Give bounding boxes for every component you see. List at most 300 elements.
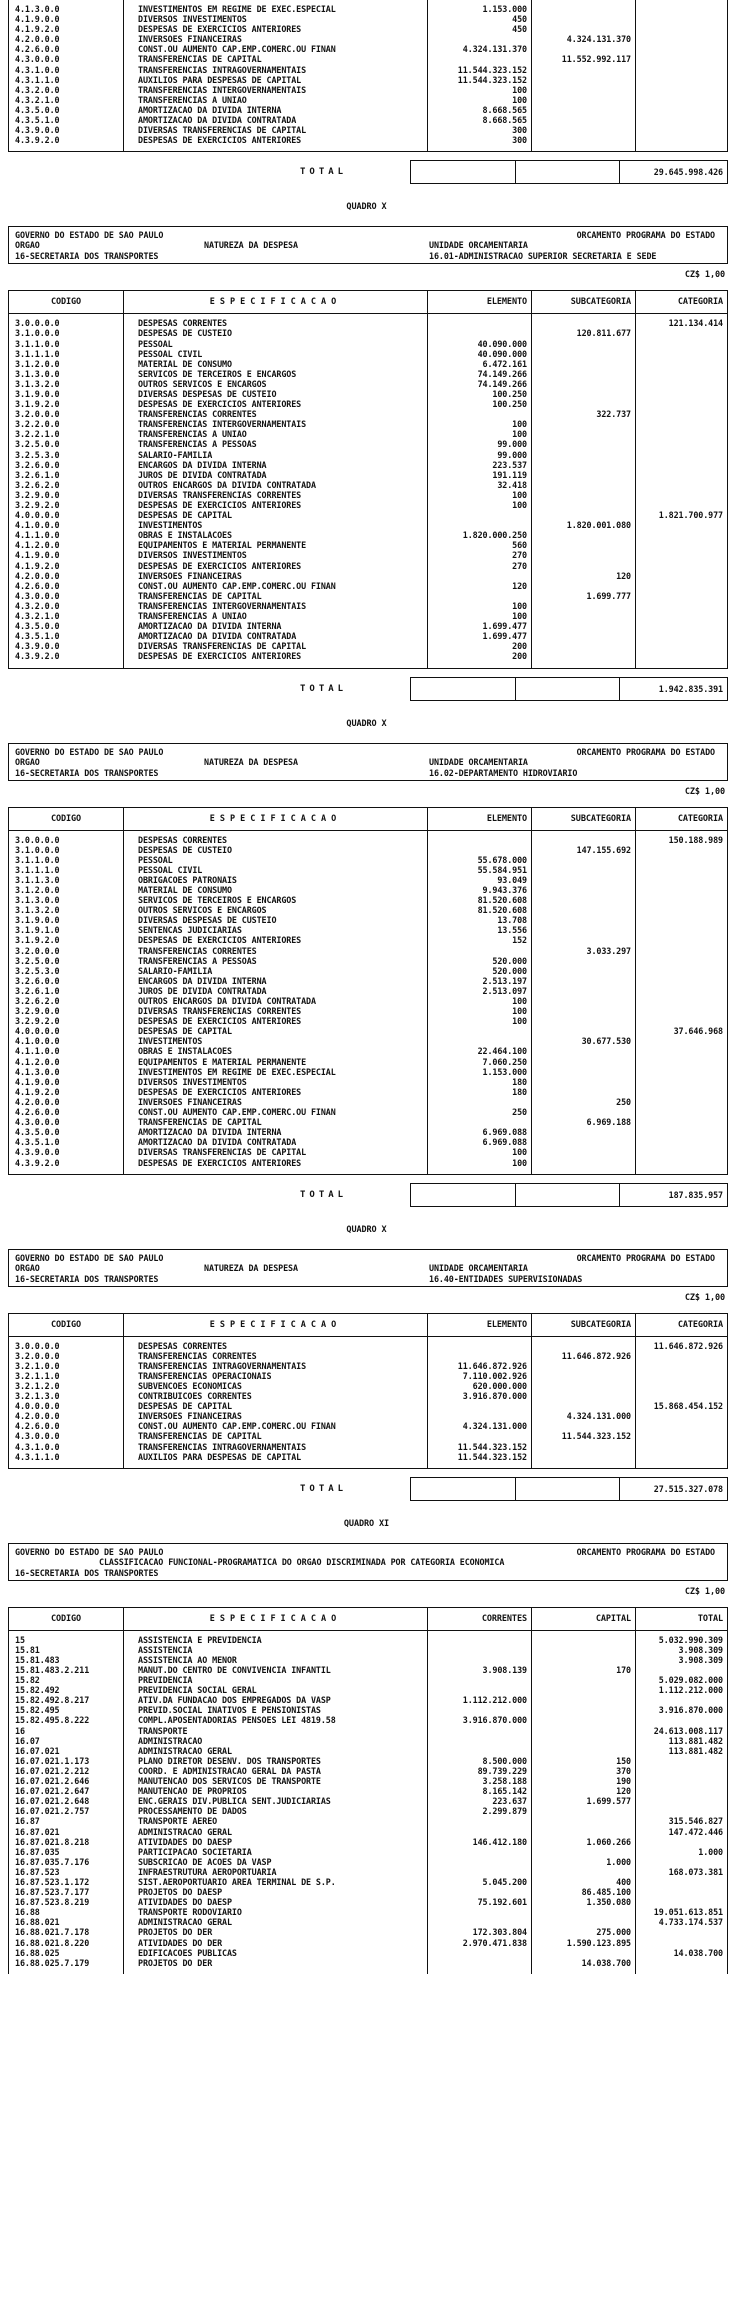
table-cell-sub	[536, 996, 631, 1006]
table-cell-elemento: 1.699.477	[482, 631, 527, 642]
table-cell-elemento: 75.192.601	[477, 1897, 527, 1908]
value-column-2	[531, 0, 635, 151]
codigo-column	[9, 1631, 123, 1974]
table-cell-sub: 190	[616, 1776, 631, 1787]
table-cell-elemento	[432, 1857, 527, 1867]
total-box	[410, 160, 728, 184]
table-cell-spec: DESPESAS DE EXERCICIOS ANTERIORES	[138, 135, 302, 146]
table-cell-elemento	[432, 328, 527, 338]
table-cell-code: 4.3.5.0.0	[15, 1127, 60, 1138]
table-cell-spec: TRANSFERENCIAS A UNIAO	[138, 94, 247, 105]
table-cell-code: 4.3.9.0.0	[15, 641, 60, 652]
table-cell-spec: SENTENCAS JUDICIARIAS	[138, 925, 242, 936]
table-cell-spec: OBRAS E INSTALACOES	[138, 1046, 232, 1057]
table-cell-code: 3.2.1.3.0	[15, 1391, 60, 1402]
table-cell-sub: 250	[616, 1096, 631, 1107]
table-cell-spec: AUXILIOS PARA DESPESAS DE CAPITAL	[138, 74, 302, 85]
budget-title: ORCAMENTO PROGRAMA DO ESTADO	[576, 1546, 715, 1557]
table-cell-cat	[640, 490, 723, 500]
table-cell-elemento	[432, 1816, 527, 1826]
table-cell-sub	[536, 500, 631, 510]
table-cell-elemento: 560	[512, 540, 527, 551]
orgao-label: ORGAO	[15, 240, 40, 251]
table-cell-sub	[536, 915, 631, 925]
total-elemento	[411, 161, 515, 183]
table-cell-code: 3.2.0.0.0	[15, 1350, 60, 1361]
table-cell-spec: CONST.OU AUMENTO CAP.EMP.COMERC.OU FINAN	[138, 580, 336, 591]
document-header	[8, 1249, 728, 1287]
table-cell-cat	[640, 530, 723, 540]
table-cell-sub	[536, 1867, 631, 1877]
table-cell-sub	[536, 835, 631, 845]
table-cell-sub: 11.552.992.117	[561, 54, 631, 65]
table-cell-spec: TRANSFERENCIAS INTERGOVERNAMENTAIS	[138, 84, 307, 95]
table-cell-elemento	[432, 34, 527, 44]
table-cell-code: 16	[15, 1725, 25, 1736]
column-header-elemento: ELEMENTO	[427, 1314, 531, 1336]
table-cell-sub	[536, 439, 631, 449]
value-column-3	[635, 1631, 727, 1974]
table-cell-spec: DESPESAS DE CAPITAL	[138, 1401, 232, 1412]
table-cell-cat	[640, 4, 723, 14]
table-cell-code: 4.1.9.0.0	[15, 1076, 60, 1087]
table-cell-spec: SALARIO-FAMILIA	[138, 965, 213, 976]
table-cell-sub	[536, 1715, 631, 1725]
table-cell-spec: OBRIGACOES PATRONAIS	[138, 874, 237, 885]
table-cell-elemento: 22.464.100	[477, 1046, 527, 1057]
table-cell-spec: SIST.AEROPORTUARIO AREA TERMINAL DE S.P.	[138, 1876, 336, 1887]
table-cell-elemento	[432, 1958, 527, 1968]
budget-title: ORCAMENTO PROGRAMA DO ESTADO	[576, 746, 715, 757]
table-cell-elemento: 13.708	[497, 915, 527, 926]
especificacao-column	[123, 1337, 427, 1468]
total-row	[0, 1183, 733, 1211]
table-cell-code: 16.07.021.2.646	[15, 1776, 90, 1787]
table-cell-spec: MANUTENCAO DE PROPRIOS	[138, 1786, 247, 1797]
table-cell-spec: DESPESAS DE EXERCICIOS ANTERIORES	[138, 935, 302, 946]
table-cell-code: 16.07.021	[15, 1745, 60, 1756]
table-cell-elemento: 7.060.250	[482, 1056, 527, 1067]
table-cell-sub	[536, 1907, 631, 1917]
table-cell-code: 16.88.025.7.179	[15, 1957, 90, 1968]
table-cell-spec: TRANSFERENCIAS INTRAGOVERNAMENTAIS	[138, 1360, 307, 1371]
table-cell-sub	[536, 349, 631, 359]
table-cell-sub	[536, 1452, 631, 1462]
table-cell-code: 4.1.9.2.0	[15, 24, 60, 35]
table-cell-elemento: 520.000	[492, 955, 527, 966]
table-cell-sub	[536, 1381, 631, 1391]
table-cell-cat	[640, 328, 723, 338]
especificacao-column	[123, 831, 427, 1174]
table-cell-code: 4.1.9.2.0	[15, 560, 60, 571]
table-cell-elemento: 200	[512, 641, 527, 652]
table-cell-elemento: 100	[512, 996, 527, 1006]
table-cell-spec: PESSOAL CIVIL	[138, 348, 203, 359]
table-cell-code: 4.1.3.0.0	[15, 4, 60, 14]
table-cell-spec: ENC.GERAIS DIV.PUBLICA SENT.JUDICIARIAS	[138, 1796, 331, 1807]
table-cell-spec: DESPESAS CORRENTES	[138, 834, 227, 845]
total-elemento	[411, 1184, 515, 1206]
table-cell-cat: 37.646.968	[673, 1026, 723, 1037]
table-cell-sub	[536, 1026, 631, 1036]
table-cell-sub	[536, 1401, 631, 1411]
table-cell-sub: 120	[616, 1786, 631, 1797]
table-cell-cat: 15.868.454.152	[653, 1401, 723, 1412]
table-cell-cat	[640, 905, 723, 915]
table-cell-cat	[640, 1067, 723, 1077]
table-cell-spec: DIVERSAS TRANSFERENCIAS DE CAPITAL	[138, 125, 307, 136]
table-cell-elemento: 11.544.323.152	[457, 1451, 527, 1462]
table-cell-sub	[536, 1695, 631, 1705]
table-cell-sub: 170	[616, 1665, 631, 1675]
table-cell-sub: 147.155.692	[576, 844, 631, 855]
classification-title: CLASSIFICACAO FUNCIONAL-PROGRAMATICA DO ORGAO DISCRIMINADA POR CATEGORIA ECONOMICA	[99, 1556, 505, 1567]
table-cell-code: 4.3.5.1.0	[15, 115, 60, 126]
table-cell-code: 4.1.0.0.0	[15, 1036, 60, 1047]
table-cell-sub: 1.590.123.895	[566, 1937, 631, 1948]
table-cell-elemento: 3.916.870.000	[462, 1715, 527, 1726]
currency-unit: CZ$ 1,00	[684, 1292, 725, 1303]
table-cell-cat	[640, 520, 723, 530]
table-cell-elemento	[432, 1036, 527, 1046]
table-cell-spec: DESPESAS DE EXERCICIOS ANTERIORES	[138, 500, 302, 510]
table-cell-code: 4.3.1.0.0	[15, 64, 60, 75]
column-header-especificacao: ESPECIFICACAO	[123, 1314, 427, 1336]
table-cell-sub	[536, 460, 631, 470]
table-cell-code: 3.1.9.1.0	[15, 925, 60, 936]
table-cell-code: 3.2.5.0.0	[15, 955, 60, 966]
table-cell-cat	[640, 915, 723, 925]
table-cell-cat: 5.029.082.000	[658, 1675, 723, 1686]
table-cell-cat	[640, 105, 723, 115]
unidade-value: 16.01-ADMINISTRACAO SUPERIOR SECRETARIA E SEDE	[429, 251, 657, 262]
table-cell-code: 4.3.9.2.0	[15, 135, 60, 146]
table-cell-code: 3.2.6.1.0	[15, 469, 60, 480]
table-cell-sub: 11.646.872.926	[561, 1350, 631, 1361]
total-box	[410, 677, 728, 701]
table-cell-elemento: 4.324.131.370	[462, 44, 527, 55]
table-cell-sub	[536, 1442, 631, 1452]
table-cell-code: 4.1.1.0.0	[15, 530, 60, 541]
table-cell-cat	[640, 1351, 723, 1361]
orgao-label: ORGAO	[15, 756, 40, 767]
table-cell-sub	[536, 1127, 631, 1137]
table-cell-code: 4.0.0.0.0	[15, 1026, 60, 1037]
table-cell-elemento: 55.678.000	[477, 854, 527, 865]
table-cell-cat	[640, 1452, 723, 1462]
table-cell-code: 16.88.021.8.220	[15, 1937, 90, 1948]
table-header	[9, 1314, 727, 1337]
table-natureza-despesa	[8, 1313, 728, 1469]
table-cell-spec: ATIVIDADES DO DAESP	[138, 1897, 232, 1908]
table-cell-code: 3.2.6.0.0	[15, 975, 60, 986]
table-cell-sub	[536, 105, 631, 115]
table-cell-sub: 3.033.297	[586, 945, 631, 956]
table-cell-spec: AMORTIZACAO DA DIVIDA CONTRATADA	[138, 115, 297, 126]
table-cell-sub	[536, 1827, 631, 1837]
quadro-title: QUADRO X	[346, 202, 387, 213]
column-header-elemento: ELEMENTO	[427, 291, 531, 313]
table-cell-code: 4.3.5.1.0	[15, 631, 60, 642]
table-cell-elemento: 6.472.161	[482, 358, 527, 369]
table-cell-elemento: 100.250	[492, 399, 527, 410]
column-header-categoria: CATEGORIA	[635, 1314, 727, 1336]
table-cell-cat	[640, 339, 723, 349]
orgao-value: 16-SECRETARIA DOS TRANSPORTES	[15, 1567, 159, 1578]
table-cell-spec: JUROS DE DIVIDA CONTRATADA	[138, 985, 267, 996]
table-cell-spec: AUXILIOS PARA DESPESAS DE CAPITAL	[138, 1451, 302, 1462]
table-cell-cat	[640, 1087, 723, 1097]
table-cell-spec: INVESTIMENTOS EM REGIME DE EXEC.ESPECIAL	[138, 1066, 336, 1077]
table-cell-spec: ADMINISTRACAO GERAL	[138, 1917, 232, 1928]
value-column-2	[531, 314, 635, 667]
document-header	[8, 226, 728, 264]
table-cell-code: 3.2.9.2.0	[15, 1016, 60, 1027]
table-cell-cat	[640, 1036, 723, 1046]
table-cell-spec: AMORTIZACAO DA DIVIDA INTERNA	[138, 1127, 282, 1138]
table-cell-code: 3.1.2.0.0	[15, 358, 60, 369]
table-cell-cat	[640, 1381, 723, 1391]
table-cell-sub	[536, 1806, 631, 1816]
table-cell-code: 16.88.025	[15, 1947, 60, 1958]
table-header	[9, 291, 727, 314]
table-cell-cat	[640, 956, 723, 966]
total-box	[410, 1183, 728, 1207]
table-cell-sub: 4.324.131.000	[566, 1411, 631, 1422]
table-cell-elemento: 99.000	[497, 449, 527, 460]
table-cell-elemento: 100	[512, 94, 527, 105]
table-cell-sub: 1.699.577	[586, 1796, 631, 1807]
table-cell-spec: PROCESSAMENTO DE DADOS	[138, 1806, 247, 1817]
table-cell-elemento: 172.303.804	[472, 1927, 527, 1938]
table-cell-elemento: 152	[512, 935, 527, 946]
table-cell-cat	[640, 571, 723, 581]
table-cell-elemento: 450	[512, 14, 527, 25]
table-cell-cat	[640, 1776, 723, 1786]
table-cell-elemento	[432, 1026, 527, 1036]
table-cell-elemento	[432, 409, 527, 419]
natureza-label: NATUREZA DA DESPESA	[204, 240, 298, 251]
table-cell-elemento: 250	[512, 1107, 527, 1118]
table-cell-spec: DIVERSOS INVESTIMENTOS	[138, 14, 247, 25]
table-cell-code: 4.2.6.0.0	[15, 1421, 60, 1432]
table-cell-sub: 150	[616, 1755, 631, 1766]
table-cell-cat	[640, 935, 723, 945]
table-cell-spec: SUBVENCOES ECONOMICAS	[138, 1380, 242, 1391]
table-cell-code: 4.1.2.0.0	[15, 1056, 60, 1067]
table-cell-sub: 14.038.700	[581, 1957, 631, 1968]
document-header	[8, 743, 728, 781]
document-header	[8, 1543, 728, 1581]
table-cell-elemento: 191.119	[492, 469, 527, 480]
table-cell-spec: OUTROS ENCARGOS DA DIVIDA CONTRATADA	[138, 996, 316, 1006]
table-cell-sub	[536, 24, 631, 34]
table-cell-spec: PESSOAL CIVIL	[138, 864, 203, 875]
table-cell-sub	[536, 1746, 631, 1756]
table-cell-elemento	[432, 318, 527, 328]
table-cell-elemento: 270	[512, 560, 527, 571]
value-column-3	[635, 0, 727, 151]
table-cell-elemento: 8.668.565	[482, 104, 527, 115]
table-cell-cat	[640, 855, 723, 865]
table-cell-elemento: 7.110.002.926	[462, 1370, 527, 1381]
table-cell-cat	[640, 379, 723, 389]
orgao-value: 16-SECRETARIA DOS TRANSPORTES	[15, 767, 159, 778]
table-natureza-despesa	[8, 807, 728, 1175]
table-cell-cat	[640, 1877, 723, 1887]
table-cell-sub	[536, 1635, 631, 1645]
table-cell-cat	[640, 500, 723, 510]
table-cell-spec: PREVIDENCIA	[138, 1675, 193, 1686]
table-cell-cat	[640, 1137, 723, 1147]
table-cell-code: 4.3.9.2.0	[15, 1157, 60, 1168]
table-cell-sub	[536, 631, 631, 641]
table-cell-code: 15.81.483.2.211	[15, 1665, 90, 1675]
table-body	[9, 1337, 727, 1468]
table-cell-spec: EQUIPAMENTOS E MATERIAL PERMANENTE	[138, 540, 307, 551]
table-cell-code: 4.0.0.0.0	[15, 1401, 60, 1412]
codigo-column	[9, 1337, 123, 1468]
table-cell-elemento	[432, 1635, 527, 1645]
table-cell-spec: DIVERSOS INVESTIMENTOS	[138, 1076, 247, 1087]
table-cell-elemento: 6.969.088	[482, 1127, 527, 1138]
table-cell-elemento: 100	[512, 1006, 527, 1017]
table-cell-cat: 113.881.482	[668, 1745, 723, 1756]
table-cell-elemento: 89.739.229	[477, 1765, 527, 1776]
table-cell-spec: INVERSOES FINANCEIRAS	[138, 34, 242, 45]
table-cell-spec: PESSOAL	[138, 338, 173, 349]
table-cell-code: 15.82.495.8.222	[15, 1715, 90, 1726]
table-cell-cat	[640, 14, 723, 24]
table-cell-elemento: 2.299.879	[482, 1806, 527, 1817]
table-cell-elemento: 11.544.323.152	[457, 74, 527, 85]
table-cell-code: 16.87.523.8.219	[15, 1897, 90, 1908]
table-cell-code: 16.07.021.2.647	[15, 1786, 90, 1797]
table-cell-cat: 5.032.990.309	[658, 1634, 723, 1645]
table-cell-code: 3.2.0.0.0	[15, 409, 60, 420]
table-cell-spec: JUROS DE DIVIDA CONTRATADA	[138, 469, 267, 480]
table-cell-code: 3.1.9.2.0	[15, 935, 60, 946]
table-cell-cat	[640, 591, 723, 601]
table-cell-code: 4.0.0.0.0	[15, 510, 60, 521]
table-cell-code: 4.2.0.0.0	[15, 1411, 60, 1422]
table-cell-cat	[640, 1361, 723, 1371]
especificacao-column	[123, 1631, 427, 1974]
table-cell-code: 3.1.0.0.0	[15, 328, 60, 339]
table-cell-sub: 1.699.777	[586, 590, 631, 601]
table-cell-elemento: 180	[512, 1076, 527, 1087]
table-cell-code: 4.1.9.2.0	[15, 1086, 60, 1097]
table-cell-code: 3.0.0.0.0	[15, 1340, 60, 1351]
table-cell-sub	[536, 1645, 631, 1655]
table-cell-spec: DESPESAS CORRENTES	[138, 318, 227, 329]
table-cell-code: 4.3.9.0.0	[15, 125, 60, 136]
table-cell-elemento: 40.090.000	[477, 338, 527, 349]
table-cell-cat	[640, 1158, 723, 1168]
table-cell-elemento: 81.520.608	[477, 905, 527, 916]
table-cell-sub	[536, 1158, 631, 1168]
table-cell-spec: ASSISTENCIA	[138, 1644, 193, 1655]
table-cell-sub	[536, 956, 631, 966]
table-cell-elemento: 2.970.471.838	[462, 1937, 527, 1948]
table-cell-elemento	[432, 1948, 527, 1958]
table-cell-elemento	[432, 1645, 527, 1655]
table-cell-sub: 1.060.266	[586, 1836, 631, 1847]
table-cell-cat	[640, 631, 723, 641]
table-cell-sub: 6.969.188	[586, 1117, 631, 1128]
table-cell-spec: TRANSPORTE RODOVIARIO	[138, 1907, 242, 1918]
table-cell-sub	[536, 1371, 631, 1381]
table-cell-cat: 168.073.381	[668, 1866, 723, 1877]
table-cell-code: 3.0.0.0.0	[15, 834, 60, 845]
table-cell-spec: AMORTIZACAO DA DIVIDA CONTRATADA	[138, 631, 297, 642]
table-cell-cat: 1.112.212.000	[658, 1685, 723, 1696]
table-cell-sub	[536, 651, 631, 661]
column-header-especificacao: ESPECIFICACAO	[123, 1608, 427, 1630]
table-cell-cat	[640, 550, 723, 560]
table-cell-cat	[640, 1117, 723, 1127]
table-cell-spec: DIVERSOS INVESTIMENTOS	[138, 550, 247, 561]
table-cell-spec: PROJETOS DO DER	[138, 1957, 213, 1968]
table-cell-cat: 4.733.174.537	[658, 1917, 723, 1928]
table-cell-sub	[536, 429, 631, 439]
table-cell-spec: DIVERSAS DESPESAS DE CUSTEIO	[138, 915, 277, 926]
table-cell-code: 16.87.523.7.177	[15, 1887, 90, 1898]
table-cell-sub	[536, 905, 631, 915]
table-cell-code: 3.1.1.1.0	[15, 864, 60, 875]
table-cell-code: 16.07	[15, 1735, 40, 1746]
table-cell-code: 4.3.0.0.0	[15, 1117, 60, 1128]
table-cell-spec: ATIV.DA FUNDACAO DOS EMPREGADOS DA VASP	[138, 1695, 331, 1706]
table-cell-code: 15.82	[15, 1675, 40, 1686]
table-cell-spec: DESPESAS DE EXERCICIOS ANTERIORES	[138, 1016, 302, 1027]
table-cell-sub	[536, 1046, 631, 1056]
table-cell-code: 4.3.9.2.0	[15, 651, 60, 662]
table-cell-spec: SALARIO-FAMILIA	[138, 449, 213, 460]
table-cell-elemento	[432, 1827, 527, 1837]
table-cell-cat	[640, 611, 723, 621]
table-cell-elemento	[432, 1675, 527, 1685]
table-cell-spec: INVERSOES FINANCEIRAS	[138, 570, 242, 581]
table-cell-sub: 1.350.080	[586, 1897, 631, 1908]
table-cell-cat	[640, 1097, 723, 1107]
table-cell-cat	[640, 845, 723, 855]
table-cell-sub: 370	[616, 1765, 631, 1776]
table-cell-cat	[640, 1107, 723, 1117]
table-cell-sub	[536, 419, 631, 429]
table-cell-code: 16.88.021	[15, 1917, 60, 1928]
table-cell-elemento	[432, 1655, 527, 1665]
table-cell-sub	[536, 4, 631, 14]
table-cell-cat	[640, 1147, 723, 1157]
table-cell-cat	[640, 1371, 723, 1381]
table-cell-code: 4.1.0.0.0	[15, 520, 60, 531]
table-cell-elemento: 520.000	[492, 965, 527, 976]
value-column-1	[427, 1337, 531, 1468]
value-column-1	[427, 831, 531, 1174]
table-cell-sub: 4.324.131.370	[566, 34, 631, 45]
table-cell-code: 4.1.3.0.0	[15, 1066, 60, 1077]
total-row	[0, 677, 733, 705]
value-column-3	[635, 831, 727, 1174]
table-cell-spec: AMORTIZACAO DA DIVIDA CONTRATADA	[138, 1137, 297, 1148]
table-cell-spec: ASSISTENCIA E PREVIDENCIA	[138, 1634, 262, 1645]
table-cell-cat	[640, 75, 723, 85]
table-cell-elemento	[432, 1351, 527, 1361]
table-cell-sub: 120	[616, 570, 631, 581]
table-classificacao-funcional	[8, 1607, 728, 1974]
table-cell-code: 4.3.5.0.0	[15, 621, 60, 632]
